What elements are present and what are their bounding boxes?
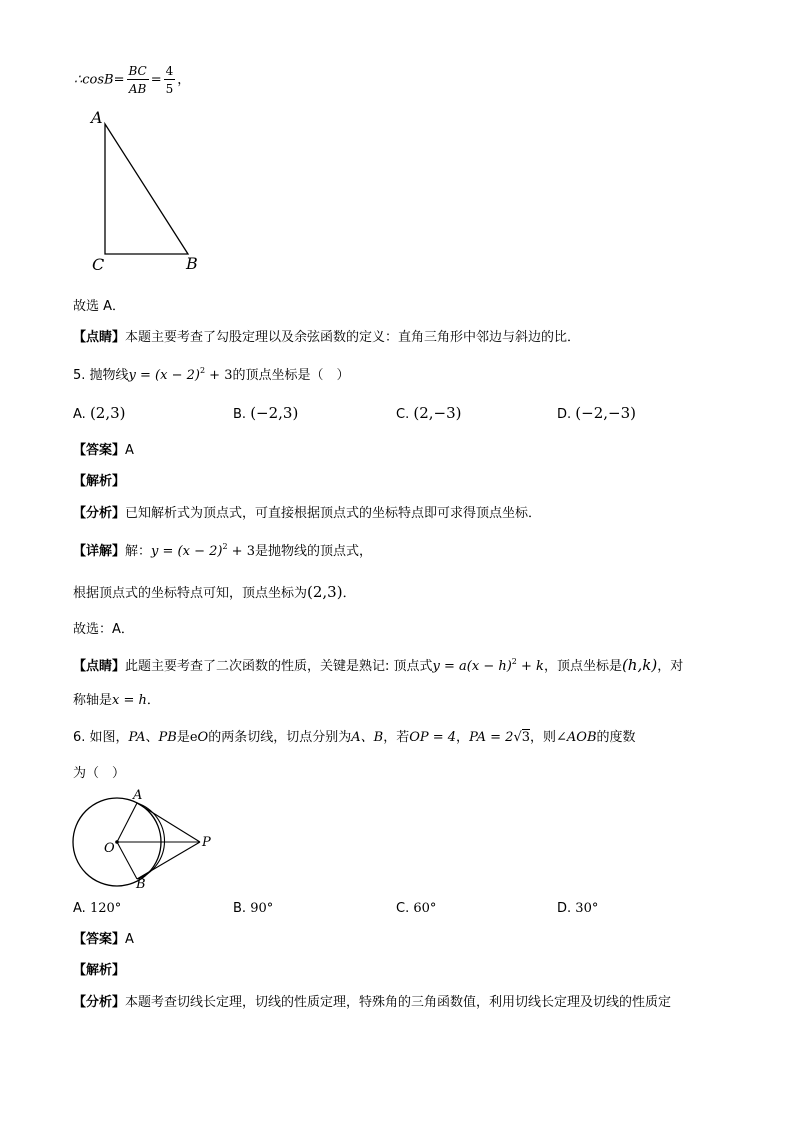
fenxi-tag: 【分析】 (73, 995, 126, 1010)
q5-fenxi (73, 507, 541, 520)
q5-dianjing (73, 658, 683, 673)
q6-stem-num: 6. 如图， (73, 730, 129, 745)
right-triangle-figure (86, 108, 216, 278)
frac-num: BC (128, 64, 147, 78)
q5-stem-suffix: 的顶点坐标是（ ） (232, 368, 350, 383)
dianjing-mid: ，顶点坐标是 (543, 659, 622, 674)
q6-stem-line2: 为（ ） (73, 766, 126, 781)
q6-pa: PA (128, 730, 146, 745)
comma: ， (177, 72, 191, 88)
answer-tag: 【答案】 (73, 932, 126, 947)
option-value: 60° (413, 901, 437, 916)
dianjing-prefix: 此题主要考查了二次函数的性质，关键是熟记: 顶点式 (125, 659, 433, 674)
answer-value: A (125, 932, 134, 947)
dianjing-line2-prefix: 称轴是 (73, 693, 113, 708)
fenxi-text: 已知解析式为顶点式，可直接根据顶点式的坐标特点即可求得顶点坐标． (125, 506, 542, 521)
tangent-pb (137, 842, 200, 879)
fenxi-tag: 【分析】 (73, 506, 126, 521)
line2-prefix: 根据顶点式的坐标特点可知，顶点坐标为 (73, 586, 308, 601)
q5-choice: 故选：A． (73, 622, 134, 637)
axis-formula: x = h (112, 693, 147, 708)
q6-end1: 的度数 (596, 730, 636, 745)
circle-symbol: e (189, 730, 198, 745)
q5-xiangjie (73, 543, 372, 558)
q5-analysis-tag: 【解析】 (73, 474, 126, 489)
option-letter: D. (557, 901, 572, 916)
exponent: 2 (199, 366, 206, 375)
triangle-label-c: C (92, 255, 105, 274)
q6-op: OP = 4 (409, 730, 457, 745)
q6-o: O (197, 730, 209, 745)
xiangjie-prefix: 解： (125, 544, 152, 559)
cosb-line (74, 64, 190, 96)
xiangjie-suffix: 是抛物线的顶点式， (254, 544, 372, 559)
q5-stem (73, 367, 350, 382)
option-value: (2,3) (89, 404, 126, 422)
line2-suffix: ． (342, 586, 356, 601)
option-value: 30° (575, 901, 599, 916)
fenxi-text: 本题考查切线长定理，切线的性质定理，特殊角的三角函数值，利用切线长定理及切线的性质定 (125, 995, 672, 1010)
q6-pa-eq: PA = 2 (469, 730, 514, 745)
vertex-hk: (h,k) (621, 656, 658, 674)
q6-pb: PB (158, 730, 177, 745)
option-letter: A. (73, 407, 86, 422)
cosb-prefix: ∴cosB= (74, 72, 125, 88)
option-value: 90° (250, 901, 274, 916)
vertex-coord: (2,3) (307, 583, 343, 601)
q5-line2 (73, 585, 356, 600)
q6-analysis-tag: 【解析】 (73, 963, 126, 978)
dianjing-text: 本题主要考查了勾股定理以及余弦函数的定义：直角三角形中邻边与斜边的比． (125, 330, 581, 345)
q5-option-a (73, 406, 126, 421)
q6-angle: ∠AOB (556, 730, 597, 745)
fraction-4-5 (164, 64, 176, 96)
triangle-shape (105, 124, 188, 254)
option-value: 120° (89, 901, 122, 916)
sqrt-sign: √ (513, 730, 522, 745)
option-letter: B. (233, 407, 247, 422)
dianjing-formula: y = a(x − h) (432, 659, 512, 674)
q6-fenxi (73, 996, 671, 1009)
fig-label-p: P (202, 835, 211, 850)
q5-option-c (396, 406, 462, 421)
xiangjie-tag: 【详解】 (73, 544, 126, 559)
option-letter: D. (557, 407, 572, 422)
dianjing-line2-end: ． (146, 693, 160, 708)
fig-label-a: A (133, 788, 143, 803)
q6-ruo: ，若 (383, 730, 410, 745)
option-letter: A. (73, 901, 86, 916)
fig-label-o: O (104, 841, 115, 856)
radius-oa (117, 803, 137, 842)
q5-stem-prefix: 5. 抛物线 (73, 368, 129, 383)
q6-option-b (233, 902, 273, 915)
q6-answer (73, 933, 134, 946)
option-value: (−2,−3) (575, 404, 636, 422)
sqrt-radicand: 3 (521, 730, 531, 745)
answer-value: A (125, 443, 134, 458)
triangle-label-a: A (91, 108, 103, 127)
q6-comma: ， (456, 730, 470, 745)
radius-ob (117, 842, 137, 879)
option-letter: C. (396, 407, 410, 422)
xiangjie-formula: y = (x − 2) (151, 544, 223, 559)
dianjing-end: ，对 (657, 659, 684, 674)
q5-formula: y = (x − 2) (128, 368, 200, 383)
q5-option-d (557, 406, 636, 421)
equals: = (150, 72, 162, 88)
option-letter: C. (396, 901, 410, 916)
q6-mid: 的两条切线，切点分别为 (208, 730, 352, 745)
q6-stem (73, 731, 636, 744)
exponent: 2 (222, 542, 228, 551)
q5-dianjing-line2 (73, 694, 160, 707)
q6-option-d (557, 902, 598, 915)
exponent: 2 (511, 657, 517, 666)
q6-option-a (73, 902, 121, 915)
fraction-bc-ab (127, 64, 149, 96)
frac-num: 4 (165, 64, 174, 78)
q5-answer (73, 444, 134, 457)
option-value: (2,−3) (413, 404, 462, 422)
frac-den: AB (128, 82, 147, 96)
frac-den: 5 (165, 82, 174, 96)
q6-ab: A、B (351, 730, 384, 745)
fig-label-b: B (136, 877, 146, 892)
q6-ze: ，则 (530, 730, 557, 745)
q6-option-c (396, 902, 436, 915)
q4-dianjing (73, 331, 580, 344)
q4-choice: 故选 A． (73, 299, 126, 314)
dianjing-tag: 【点睛】 (73, 330, 126, 345)
option-letter: B. (233, 901, 247, 916)
answer-tag: 【答案】 (73, 443, 126, 458)
option-value: (−2,3) (250, 404, 299, 422)
separator: 、 (145, 730, 159, 745)
q5-option-b (233, 406, 298, 421)
xiangjie-formula-tail: + 3 (227, 544, 255, 559)
q5-formula-tail: + 3 (205, 368, 233, 383)
triangle-label-b: B (186, 254, 198, 273)
dianjing-formula-tail: + k (516, 659, 544, 674)
center-dot (115, 840, 119, 844)
tangent-pa (137, 803, 200, 842)
dianjing-tag: 【点睛】 (73, 659, 126, 674)
q6-is: 是 (176, 730, 190, 745)
